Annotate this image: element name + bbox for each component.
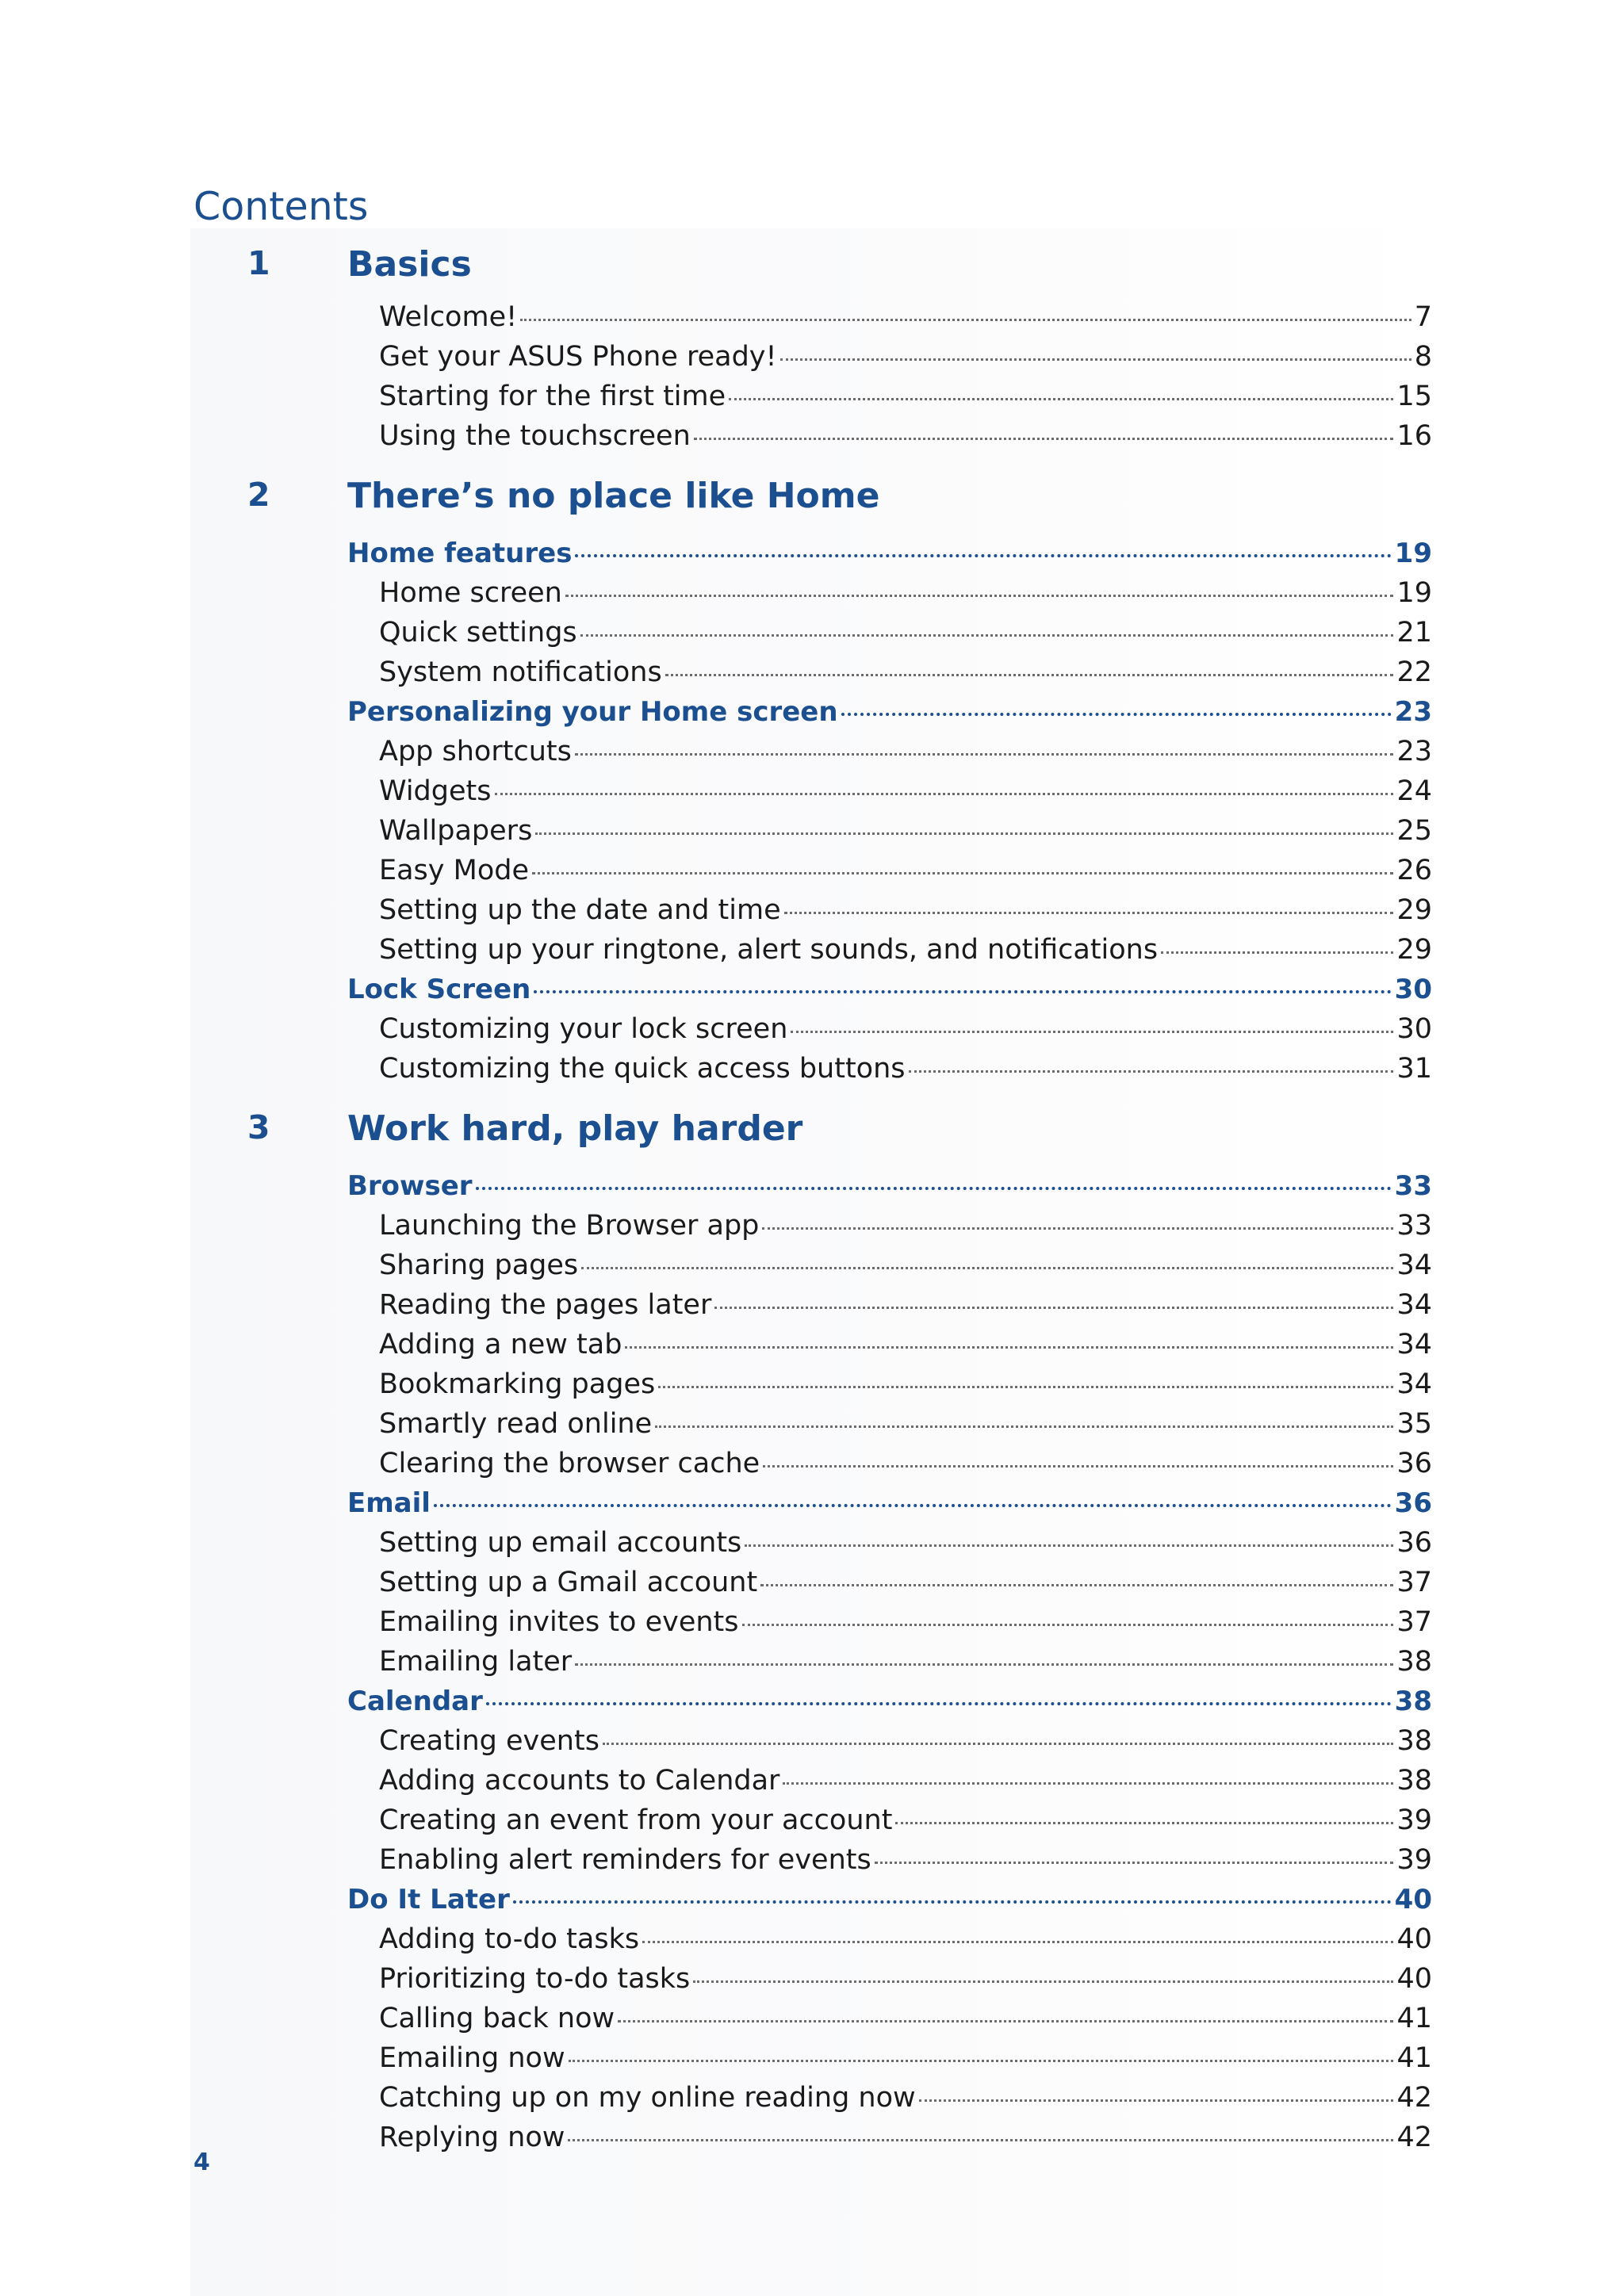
entry-label: Creating events — [379, 1725, 599, 1757]
entry-label: Get your ASUS Phone ready! — [379, 341, 777, 373]
section-page: 36 — [1394, 1487, 1432, 1519]
entry-label: Using the touchscreen — [379, 420, 691, 452]
entry-label: Welcome! — [379, 301, 518, 333]
entry-label: Quick settings — [379, 617, 577, 649]
entry-page: 39 — [1396, 1804, 1432, 1836]
toc-entry[interactable] — [0, 1448, 1432, 1484]
toc-entry[interactable] — [0, 934, 1432, 970]
toc-entry[interactable] — [0, 2003, 1432, 2039]
dot-leader — [568, 2139, 1393, 2141]
chapter-number: 1 — [247, 244, 270, 282]
toc-entry[interactable] — [0, 1329, 1432, 1365]
entry-label: Setting up a Gmail account — [379, 1567, 758, 1598]
entry-page: 40 — [1396, 1923, 1432, 1955]
entry-page: 22 — [1396, 656, 1432, 688]
entry-page: 34 — [1396, 1329, 1432, 1360]
dot-leader — [575, 753, 1394, 756]
toc-entry[interactable] — [0, 2042, 1432, 2079]
entry-label: Bookmarking pages — [379, 1368, 656, 1400]
toc-entry[interactable] — [0, 1013, 1432, 1050]
entry-page: 35 — [1396, 1408, 1432, 1440]
toc-entry[interactable] — [0, 855, 1432, 891]
entry-label: Adding accounts to Calendar — [379, 1765, 780, 1797]
dot-leader — [783, 1782, 1393, 1785]
entry-page: 26 — [1396, 855, 1432, 886]
dot-leader — [642, 1941, 1393, 1943]
entry-label: Calling back now — [379, 2003, 615, 2034]
dot-leader — [729, 398, 1393, 400]
entry-page: 8 — [1414, 341, 1432, 373]
section-page: 33 — [1394, 1170, 1432, 1202]
entry-label: Adding to-do tasks — [379, 1923, 640, 1955]
toc-entry[interactable] — [0, 301, 1432, 338]
toc-entry[interactable] — [0, 1725, 1432, 1762]
entry-page: 41 — [1396, 2042, 1432, 2074]
toc-section[interactable] — [0, 696, 1432, 733]
entry-page: 42 — [1396, 2122, 1432, 2153]
toc-entry[interactable] — [0, 656, 1432, 693]
entry-page: 39 — [1396, 1844, 1432, 1876]
entry-label: Launching the Browser app — [379, 1210, 760, 1242]
entry-page: 34 — [1396, 1289, 1432, 1321]
dot-leader — [909, 1070, 1394, 1073]
entry-label: Emailing invites to events — [379, 1606, 739, 1638]
toc-entry[interactable] — [0, 341, 1432, 377]
dot-leader — [742, 1624, 1394, 1626]
dot-leader — [655, 1425, 1393, 1428]
dot-leader — [1161, 951, 1393, 954]
dot-leader — [476, 1187, 1392, 1190]
entry-label: Adding a new tab — [379, 1329, 622, 1360]
entry-label: Creating an event from your account — [379, 1804, 893, 1836]
dot-leader — [762, 1227, 1393, 1230]
toc-entry[interactable] — [0, 1646, 1432, 1682]
entry-page: 21 — [1396, 617, 1432, 649]
toc-section[interactable] — [0, 538, 1432, 574]
dot-leader — [763, 1465, 1393, 1468]
chapter-title: Work hard, play harder — [347, 1108, 803, 1149]
toc-section[interactable] — [0, 1884, 1432, 1920]
dot-leader — [534, 990, 1391, 993]
entry-label: Easy Mode — [379, 855, 529, 886]
entry-label: Starting for the first time — [379, 381, 726, 412]
toc-entry[interactable] — [0, 1368, 1432, 1405]
entry-label: Smartly read online — [379, 1408, 653, 1440]
entry-label: Customizing the quick access buttons — [379, 1053, 906, 1085]
chapter-number: 2 — [247, 476, 270, 514]
dot-leader — [875, 1862, 1394, 1864]
entry-label: Setting up the date and time — [379, 894, 781, 926]
toc-entry[interactable] — [0, 894, 1432, 931]
entry-label: Setting up your ringtone, alert sounds, and notifications — [379, 934, 1159, 966]
dot-leader — [513, 1900, 1392, 1904]
entry-page: 19 — [1396, 577, 1432, 609]
dot-leader — [625, 1346, 1393, 1349]
entry-page: 30 — [1396, 1013, 1432, 1045]
entry-page: 41 — [1396, 2003, 1432, 2034]
entry-label: Reading the pages later — [379, 1289, 712, 1321]
dot-leader — [486, 1702, 1392, 1705]
section-page: 38 — [1394, 1686, 1432, 1717]
toc-entry[interactable] — [0, 381, 1432, 417]
section-page: 23 — [1394, 696, 1432, 728]
dot-leader — [565, 595, 1394, 597]
toc-entry[interactable] — [0, 1765, 1432, 1801]
dot-leader — [694, 438, 1394, 440]
entry-label: Enabling alert reminders for events — [379, 1844, 871, 1876]
page-title: Contents — [193, 184, 369, 229]
entry-label: App shortcuts — [379, 736, 572, 767]
dot-leader — [745, 1544, 1393, 1547]
entry-page: 37 — [1396, 1567, 1432, 1598]
toc-entry[interactable] — [0, 1210, 1432, 1246]
section-label: Lock Screen — [347, 974, 531, 1005]
toc-entry[interactable] — [0, 1249, 1432, 1286]
entry-page: 37 — [1396, 1606, 1432, 1638]
chapter-title: Basics — [347, 244, 472, 285]
toc-entry[interactable] — [0, 1567, 1432, 1603]
dot-leader — [520, 319, 1411, 321]
toc-entry[interactable] — [0, 1527, 1432, 1563]
toc-entry[interactable] — [0, 1923, 1432, 1960]
entry-label: System notifications — [379, 656, 662, 688]
toc-entry[interactable] — [0, 775, 1432, 812]
dot-leader — [603, 1743, 1394, 1745]
dot-leader — [693, 1980, 1393, 1983]
toc-entry[interactable] — [0, 1053, 1432, 1089]
chapter-heading — [0, 244, 1624, 295]
entry-page: 38 — [1396, 1646, 1432, 1678]
entry-page: 15 — [1396, 381, 1432, 412]
page-number: 4 — [193, 2149, 210, 2176]
toc-section[interactable] — [0, 1487, 1432, 1524]
entry-page: 42 — [1396, 2082, 1432, 2114]
dot-leader — [581, 1267, 1393, 1269]
entry-page: 23 — [1396, 736, 1432, 767]
dot-leader — [760, 1584, 1393, 1586]
chapter-heading — [0, 1108, 1624, 1159]
entry-page: 25 — [1396, 815, 1432, 847]
dot-leader — [575, 554, 1391, 557]
dot-leader — [532, 872, 1393, 874]
toc-entry[interactable] — [0, 420, 1432, 457]
entry-page: 40 — [1396, 1963, 1432, 1995]
entry-page: 38 — [1396, 1765, 1432, 1797]
toc-entry[interactable] — [0, 577, 1432, 614]
dot-leader — [895, 1822, 1393, 1824]
entry-label: Replying now — [379, 2122, 565, 2153]
entry-label: Catching up on my online reading now — [379, 2082, 916, 2114]
section-label: Email — [347, 1487, 431, 1519]
toc-entry[interactable] — [0, 815, 1432, 851]
entry-label: Sharing pages — [379, 1249, 579, 1281]
dot-leader — [580, 634, 1394, 637]
section-label: Personalizing your Home screen — [347, 696, 838, 728]
dot-leader — [434, 1504, 1392, 1507]
chapter-number: 3 — [247, 1108, 270, 1146]
dot-leader — [919, 2099, 1394, 2102]
toc-entry[interactable] — [0, 2122, 1432, 2158]
dot-leader — [665, 674, 1394, 676]
dot-leader — [495, 793, 1394, 795]
entry-label: Emailing later — [379, 1646, 573, 1678]
chapter-heading — [0, 476, 1624, 526]
dot-leader — [618, 2020, 1393, 2022]
dot-leader — [791, 1031, 1393, 1033]
toc-entry[interactable] — [0, 1408, 1432, 1445]
dot-leader — [780, 358, 1411, 361]
toc-section[interactable] — [0, 1686, 1432, 1722]
entry-label: Setting up email accounts — [379, 1527, 742, 1559]
entry-page: 24 — [1396, 775, 1432, 807]
section-page: 30 — [1394, 974, 1432, 1005]
section-label: Home features — [347, 538, 573, 569]
toc-entry[interactable] — [0, 1844, 1432, 1881]
toc-entry[interactable] — [0, 736, 1432, 772]
dot-leader — [535, 832, 1393, 835]
section-page: 19 — [1394, 538, 1432, 569]
dot-leader — [784, 912, 1394, 914]
toc-entry[interactable] — [0, 2082, 1432, 2118]
entry-page: 38 — [1396, 1725, 1432, 1757]
dot-leader — [569, 2060, 1394, 2062]
entry-label: Customizing your lock screen — [379, 1013, 788, 1045]
entry-page: 36 — [1396, 1527, 1432, 1559]
entry-label: Clearing the browser cache — [379, 1448, 760, 1479]
toc-section[interactable] — [0, 974, 1432, 1010]
section-label: Calendar — [347, 1686, 483, 1717]
toc-entry[interactable] — [0, 1804, 1432, 1841]
entry-label: Home screen — [379, 577, 562, 609]
dot-leader — [714, 1307, 1393, 1309]
entry-label: Wallpapers — [379, 815, 533, 847]
chapter-title: There’s no place like Home — [347, 476, 880, 516]
toc-entry[interactable] — [0, 1289, 1432, 1326]
entry-page: 33 — [1396, 1210, 1432, 1242]
entry-label: Prioritizing to-do tasks — [379, 1963, 691, 1995]
entry-page: 16 — [1396, 420, 1432, 452]
toc-entry[interactable] — [0, 1606, 1432, 1643]
toc-entry[interactable] — [0, 1963, 1432, 1999]
entry-page: 31 — [1396, 1053, 1432, 1085]
dot-leader — [575, 1663, 1393, 1666]
toc-section[interactable] — [0, 1170, 1432, 1207]
entry-page: 34 — [1396, 1368, 1432, 1400]
entry-page: 34 — [1396, 1249, 1432, 1281]
dot-leader — [658, 1386, 1393, 1388]
section-page: 40 — [1394, 1884, 1432, 1915]
section-label: Browser — [347, 1170, 473, 1202]
entry-page: 7 — [1414, 301, 1432, 333]
toc-entry[interactable] — [0, 617, 1432, 653]
dot-leader — [841, 713, 1392, 716]
entry-page: 29 — [1396, 894, 1432, 926]
section-label: Do It Later — [347, 1884, 510, 1915]
entry-label: Widgets — [379, 775, 492, 807]
entry-label: Emailing now — [379, 2042, 565, 2074]
entry-page: 29 — [1396, 934, 1432, 966]
entry-page: 36 — [1396, 1448, 1432, 1479]
